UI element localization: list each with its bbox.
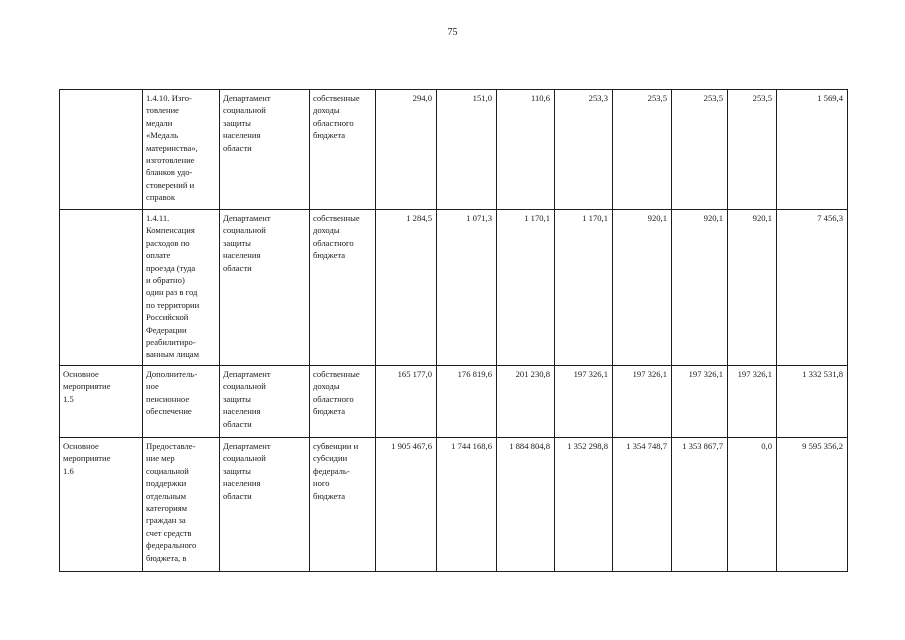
- value-cell: 1 744 168,6: [437, 438, 497, 572]
- value-cell: 253,3: [555, 90, 613, 210]
- value-cell: 197 326,1: [555, 366, 613, 438]
- value-cell: 165 177,0: [376, 366, 437, 438]
- value-cell: 110,6: [497, 90, 555, 210]
- executor-cell: Департамент социальной защиты населения области: [220, 210, 310, 366]
- table-row: [60, 210, 848, 366]
- value-cell: 1 353 867,7: [672, 438, 728, 572]
- funding-source-cell: собственные доходы областного бюджета: [310, 366, 376, 438]
- value-cell: 294,0: [376, 90, 437, 210]
- value-cell: 253,5: [728, 90, 777, 210]
- total-cell: 1 332 531,8: [777, 366, 848, 438]
- value-cell: 1 071,3: [437, 210, 497, 366]
- executor-cell: Департамент социальной защиты населения области: [220, 90, 310, 210]
- value-cell: 197 326,1: [613, 366, 672, 438]
- table-row: [60, 90, 848, 210]
- executor-cell: Департамент социальной защиты населения области: [220, 438, 310, 572]
- measure-cell: 1.4.10. Изго- товление медали «Медаль материнства», изготовление бланков удо- стоверений и справок: [143, 90, 220, 210]
- value-cell: 1 170,1: [555, 210, 613, 366]
- value-cell: 1 884 804,8: [497, 438, 555, 572]
- value-cell: 0,0: [728, 438, 777, 572]
- value-cell: 176 819,6: [437, 366, 497, 438]
- program-cell: Основное мероприятие 1.5: [60, 366, 143, 438]
- value-cell: 197 326,1: [728, 366, 777, 438]
- funding-source-cell: субвенции и субсидии федераль- ного бюджета: [310, 438, 376, 572]
- budget-table: [59, 89, 848, 572]
- value-cell: 1 354 748,7: [613, 438, 672, 572]
- value-cell: 253,5: [613, 90, 672, 210]
- total-cell: 1 569,4: [777, 90, 848, 210]
- measure-cell: 1.4.11. Компенсация расходов по оплате проезда (туда и обратно) один раз в год по территории Российской Федерации реабилитиро- ванным лицам: [143, 210, 220, 366]
- program-cell: Основное мероприятие 1.6: [60, 438, 143, 572]
- funding-source-cell: собственные доходы областного бюджета: [310, 90, 376, 210]
- program-cell: [60, 90, 143, 210]
- value-cell: 920,1: [613, 210, 672, 366]
- value-cell: 253,5: [672, 90, 728, 210]
- value-cell: 1 905 467,6: [376, 438, 437, 572]
- table-row: [60, 438, 848, 572]
- value-cell: 197 326,1: [672, 366, 728, 438]
- table-row: [60, 366, 848, 438]
- value-cell: 201 230,8: [497, 366, 555, 438]
- value-cell: 151,0: [437, 90, 497, 210]
- total-cell: 7 456,3: [777, 210, 848, 366]
- program-cell: [60, 210, 143, 366]
- measure-cell: Дополнитель- ное пенсионное обеспечение: [143, 366, 220, 438]
- value-cell: 1 284,5: [376, 210, 437, 366]
- value-cell: 920,1: [728, 210, 777, 366]
- measure-cell: Предоставле- ние мер социальной поддержки отдельным категориям граждан за счет средств федерального бюджета, в: [143, 438, 220, 572]
- value-cell: 1 170,1: [497, 210, 555, 366]
- total-cell: 9 595 356,2: [777, 438, 848, 572]
- value-cell: 1 352 298,8: [555, 438, 613, 572]
- executor-cell: Департамент социальной защиты населения области: [220, 366, 310, 438]
- value-cell: 920,1: [672, 210, 728, 366]
- funding-source-cell: собственные доходы областного бюджета: [310, 210, 376, 366]
- page-number: 75: [447, 27, 458, 38]
